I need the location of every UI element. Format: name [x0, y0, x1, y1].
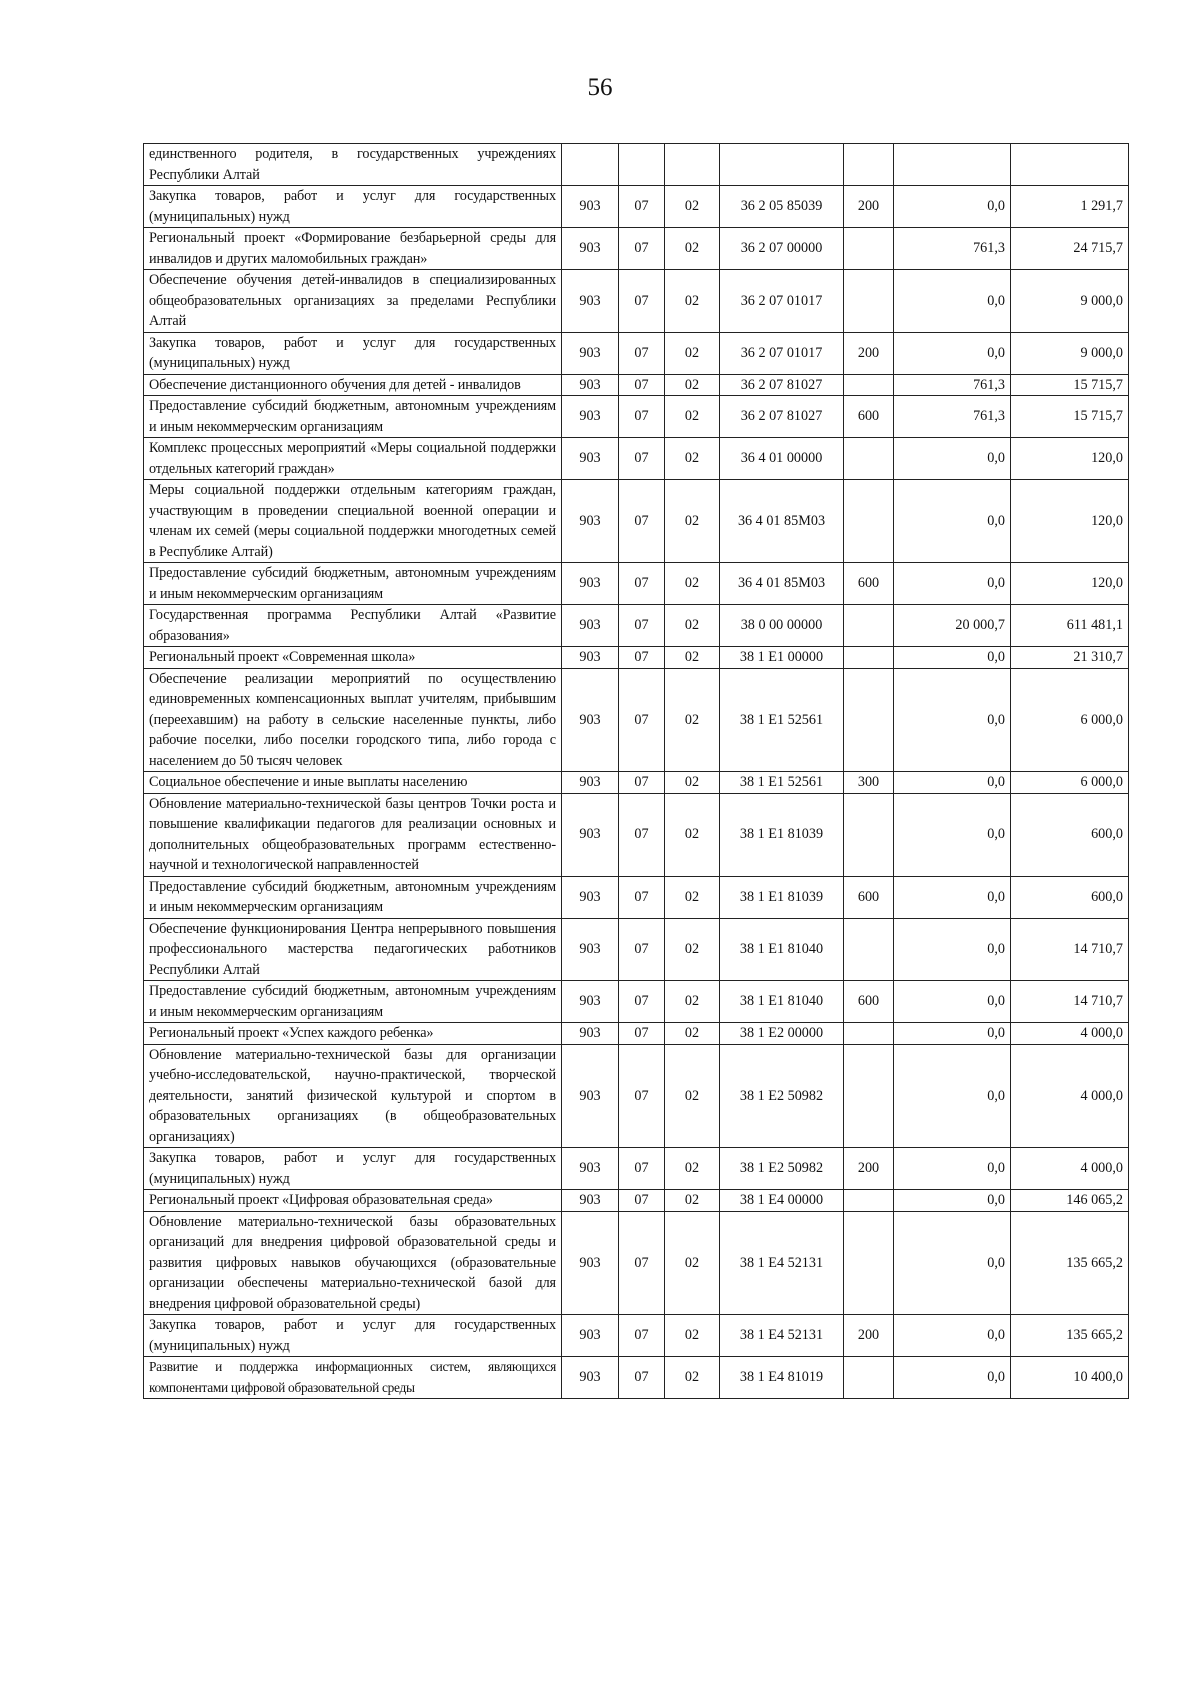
description-cell: Меры социальной поддержки отдельным категориям граждан, участвующим в проведении специальной военной операции и членам их семей (меры социальной поддержки многодетных семей в Республике Алтай): [144, 480, 562, 563]
description-cell: Развитие и поддержка информационных систем, являющихся компонентами цифровой образовательной среды: [144, 1357, 562, 1399]
subsection-code-cell: 02: [665, 876, 720, 918]
expense-type-cell: 300: [844, 772, 894, 794]
subsection-code-cell: 02: [665, 228, 720, 270]
subsection-code-cell: 02: [665, 981, 720, 1023]
amount-2-cell: 9 000,0: [1011, 270, 1129, 333]
description-cell: Обеспечение дистанционного обучения для детей - инвалидов: [144, 374, 562, 396]
amount-1-cell: 0,0: [894, 1190, 1011, 1212]
subsection-code-cell: 02: [665, 396, 720, 438]
amount-1-cell: [894, 144, 1011, 186]
amount-1-cell: 0,0: [894, 270, 1011, 333]
admin-code-cell: 903: [562, 1190, 619, 1212]
table-row: [144, 605, 1129, 647]
admin-code-cell: 903: [562, 186, 619, 228]
amount-2-cell: 146 065,2: [1011, 1190, 1129, 1212]
amount-2-cell: 4 000,0: [1011, 1023, 1129, 1045]
table-row: [144, 228, 1129, 270]
expense-type-cell: 200: [844, 1148, 894, 1190]
target-article-cell: 36 2 07 01017: [720, 270, 844, 333]
section-code-cell: 07: [619, 332, 665, 374]
amount-1-cell: 0,0: [894, 793, 1011, 876]
description-cell: Обеспечение функционирования Центра непрерывного повышения профессионального мастерства педагогических работников Республики Алтай: [144, 918, 562, 981]
table-row: [144, 374, 1129, 396]
admin-code-cell: 903: [562, 270, 619, 333]
description-cell: Обеспечение обучения детей-инвалидов в специализированных общеобразовательных организациях за пределами Республики Алтай: [144, 270, 562, 333]
amount-2-cell: 120,0: [1011, 480, 1129, 563]
amount-1-cell: 0,0: [894, 438, 1011, 480]
amount-1-cell: 0,0: [894, 981, 1011, 1023]
amount-1-cell: 0,0: [894, 563, 1011, 605]
table-row: [144, 876, 1129, 918]
amount-1-cell: 0,0: [894, 1211, 1011, 1315]
target-article-cell: 38 1 E2 00000: [720, 1023, 844, 1045]
target-article-cell: 38 1 E1 00000: [720, 647, 844, 669]
admin-code-cell: 903: [562, 793, 619, 876]
amount-2-cell: 6 000,0: [1011, 772, 1129, 794]
description-cell: Закупка товаров, работ и услуг для государственных (муниципальных) нужд: [144, 332, 562, 374]
description-cell: Обновление материально-технической базы для организации учебно-исследовательской, научно-практической, творческой деятельности, занятий физической культурой и спортом в образовательных организациях (в общеобразовательных организациях): [144, 1044, 562, 1148]
subsection-code-cell: 02: [665, 1148, 720, 1190]
target-article-cell: 38 1 E1 52561: [720, 772, 844, 794]
amount-1-cell: 0,0: [894, 1315, 1011, 1357]
amount-1-cell: 20 000,7: [894, 605, 1011, 647]
section-code-cell: 07: [619, 1148, 665, 1190]
subsection-code-cell: 02: [665, 438, 720, 480]
target-article-cell: [720, 144, 844, 186]
target-article-cell: 36 4 01 85М03: [720, 563, 844, 605]
admin-code-cell: 903: [562, 396, 619, 438]
amount-1-cell: 0,0: [894, 668, 1011, 772]
section-code-cell: 07: [619, 228, 665, 270]
amount-2-cell: 14 710,7: [1011, 981, 1129, 1023]
amount-2-cell: 1 291,7: [1011, 186, 1129, 228]
section-code-cell: 07: [619, 605, 665, 647]
target-article-cell: 36 4 01 85М03: [720, 480, 844, 563]
expense-type-cell: 600: [844, 876, 894, 918]
admin-code-cell: 903: [562, 374, 619, 396]
amount-2-cell: [1011, 144, 1129, 186]
subsection-code-cell: 02: [665, 480, 720, 563]
admin-code-cell: 903: [562, 480, 619, 563]
subsection-code-cell: 02: [665, 918, 720, 981]
expense-type-cell: [844, 1023, 894, 1045]
expense-type-cell: [844, 793, 894, 876]
target-article-cell: 38 1 E2 50982: [720, 1148, 844, 1190]
amount-2-cell: 611 481,1: [1011, 605, 1129, 647]
amount-2-cell: 15 715,7: [1011, 374, 1129, 396]
admin-code-cell: 903: [562, 981, 619, 1023]
expense-type-cell: [844, 918, 894, 981]
amount-1-cell: 0,0: [894, 186, 1011, 228]
description-cell: Закупка товаров, работ и услуг для государственных (муниципальных) нужд: [144, 1148, 562, 1190]
section-code-cell: 07: [619, 1315, 665, 1357]
amount-1-cell: 761,3: [894, 374, 1011, 396]
amount-1-cell: 0,0: [894, 876, 1011, 918]
target-article-cell: 38 1 E1 81040: [720, 981, 844, 1023]
amount-2-cell: 24 715,7: [1011, 228, 1129, 270]
expense-type-cell: 200: [844, 186, 894, 228]
table-row: [144, 918, 1129, 981]
table-row: [144, 270, 1129, 333]
budget-table: [143, 143, 1129, 1399]
expense-type-cell: 200: [844, 332, 894, 374]
section-code-cell: 07: [619, 1023, 665, 1045]
admin-code-cell: 903: [562, 1148, 619, 1190]
description-cell: единственного родителя, в государственных учреждениях Республики Алтай: [144, 144, 562, 186]
table-row: [144, 647, 1129, 669]
amount-2-cell: 15 715,7: [1011, 396, 1129, 438]
description-cell: Региональный проект «Формирование безбарьерной среды для инвалидов и других маломобильных граждан»: [144, 228, 562, 270]
target-article-cell: 36 2 07 00000: [720, 228, 844, 270]
expense-type-cell: [844, 374, 894, 396]
amount-1-cell: 0,0: [894, 1023, 1011, 1045]
table-row: [144, 186, 1129, 228]
table-row: [144, 772, 1129, 794]
description-cell: Государственная программа Республики Алтай «Развитие образования»: [144, 605, 562, 647]
expense-type-cell: 600: [844, 981, 894, 1023]
table-row: [144, 793, 1129, 876]
amount-1-cell: 0,0: [894, 332, 1011, 374]
expense-type-cell: 600: [844, 396, 894, 438]
subsection-code-cell: 02: [665, 270, 720, 333]
description-cell: Обновление материально-технической базы образовательных организаций для внедрения цифровой образовательной среды и развития цифровых навыков обучающихся (образовательные организации обеспечены материально-технической базой для внедрения цифровой образовательной среды): [144, 1211, 562, 1315]
table-row: [144, 1148, 1129, 1190]
amount-1-cell: 0,0: [894, 1044, 1011, 1148]
admin-code-cell: 903: [562, 438, 619, 480]
target-article-cell: 38 1 E4 00000: [720, 1190, 844, 1212]
subsection-code-cell: 02: [665, 647, 720, 669]
table-row: [144, 668, 1129, 772]
subsection-code-cell: 02: [665, 332, 720, 374]
target-article-cell: 38 1 E1 52561: [720, 668, 844, 772]
amount-2-cell: 4 000,0: [1011, 1044, 1129, 1148]
expense-type-cell: [844, 647, 894, 669]
expense-type-cell: [844, 1044, 894, 1148]
expense-type-cell: [844, 668, 894, 772]
subsection-code-cell: 02: [665, 374, 720, 396]
description-cell: Региональный проект «Современная школа»: [144, 647, 562, 669]
amount-2-cell: 135 665,2: [1011, 1211, 1129, 1315]
section-code-cell: 07: [619, 374, 665, 396]
target-article-cell: 38 1 E1 81040: [720, 918, 844, 981]
section-code-cell: 07: [619, 186, 665, 228]
budget-table-body: [144, 144, 1129, 1399]
amount-1-cell: 0,0: [894, 1357, 1011, 1399]
target-article-cell: 38 1 E4 52131: [720, 1315, 844, 1357]
expense-type-cell: 200: [844, 1315, 894, 1357]
table-row: [144, 981, 1129, 1023]
table-row: [144, 1315, 1129, 1357]
admin-code-cell: 903: [562, 1044, 619, 1148]
amount-1-cell: 0,0: [894, 480, 1011, 563]
description-cell: Предоставление субсидий бюджетным, автономным учреждениям и иным некоммерческим организациям: [144, 876, 562, 918]
subsection-code-cell: 02: [665, 1190, 720, 1212]
table-row: [144, 332, 1129, 374]
subsection-code-cell: 02: [665, 1023, 720, 1045]
section-code-cell: 07: [619, 772, 665, 794]
expense-type-cell: 600: [844, 563, 894, 605]
description-cell: Комплекс процессных мероприятий «Меры социальной поддержки отдельных категорий граждан»: [144, 438, 562, 480]
section-code-cell: 07: [619, 480, 665, 563]
admin-code-cell: 903: [562, 918, 619, 981]
table-row: [144, 1211, 1129, 1315]
description-cell: Предоставление субсидий бюджетным, автономным учреждениям и иным некоммерческим организациям: [144, 981, 562, 1023]
description-cell: Предоставление субсидий бюджетным, автономным учреждениям и иным некоммерческим организациям: [144, 563, 562, 605]
admin-code-cell: 903: [562, 668, 619, 772]
table-row: [144, 563, 1129, 605]
description-cell: Обеспечение реализации мероприятий по осуществлению единовременных компенсационных выплат учителям, прибывшим (переехавшим) на работу в сельские населенные пункты, либо рабочие поселки, либо поселки городского типа, либо города с населением до 50 тысяч человек: [144, 668, 562, 772]
amount-2-cell: 14 710,7: [1011, 918, 1129, 981]
target-article-cell: 36 2 07 81027: [720, 396, 844, 438]
admin-code-cell: [562, 144, 619, 186]
table-row: [144, 1357, 1129, 1399]
amount-1-cell: 0,0: [894, 918, 1011, 981]
expense-type-cell: [844, 1211, 894, 1315]
amount-2-cell: 600,0: [1011, 876, 1129, 918]
section-code-cell: 07: [619, 876, 665, 918]
admin-code-cell: 903: [562, 605, 619, 647]
section-code-cell: 07: [619, 270, 665, 333]
section-code-cell: 07: [619, 563, 665, 605]
amount-2-cell: 600,0: [1011, 793, 1129, 876]
description-cell: Обновление материально-технической базы центров Точки роста и повышение квалификации педагогов для реализации основных и дополнительных общеобразовательных программ естественно-научной и технологической направленностей: [144, 793, 562, 876]
subsection-code-cell: 02: [665, 186, 720, 228]
target-article-cell: 38 1 E4 52131: [720, 1211, 844, 1315]
subsection-code-cell: [665, 144, 720, 186]
subsection-code-cell: 02: [665, 563, 720, 605]
amount-2-cell: 6 000,0: [1011, 668, 1129, 772]
expense-type-cell: [844, 1357, 894, 1399]
section-code-cell: 07: [619, 647, 665, 669]
amount-1-cell: 0,0: [894, 1148, 1011, 1190]
subsection-code-cell: 02: [665, 1044, 720, 1148]
subsection-code-cell: 02: [665, 1211, 720, 1315]
admin-code-cell: 903: [562, 1357, 619, 1399]
admin-code-cell: 903: [562, 563, 619, 605]
amount-2-cell: 10 400,0: [1011, 1357, 1129, 1399]
amount-2-cell: 9 000,0: [1011, 332, 1129, 374]
target-article-cell: 38 1 E4 81019: [720, 1357, 844, 1399]
table-row: [144, 396, 1129, 438]
section-code-cell: 07: [619, 396, 665, 438]
section-code-cell: 07: [619, 668, 665, 772]
description-cell: Региональный проект «Цифровая образовательная среда»: [144, 1190, 562, 1212]
admin-code-cell: 903: [562, 1023, 619, 1045]
amount-1-cell: 0,0: [894, 772, 1011, 794]
admin-code-cell: 903: [562, 647, 619, 669]
target-article-cell: 36 2 07 01017: [720, 332, 844, 374]
section-code-cell: 07: [619, 981, 665, 1023]
amount-1-cell: 761,3: [894, 396, 1011, 438]
description-cell: Предоставление субсидий бюджетным, автономным учреждениям и иным некоммерческим организациям: [144, 396, 562, 438]
section-code-cell: 07: [619, 1044, 665, 1148]
page-number: 56: [587, 74, 613, 101]
amount-2-cell: 120,0: [1011, 438, 1129, 480]
section-code-cell: 07: [619, 918, 665, 981]
section-code-cell: 07: [619, 793, 665, 876]
target-article-cell: 36 2 07 81027: [720, 374, 844, 396]
subsection-code-cell: 02: [665, 1357, 720, 1399]
target-article-cell: 38 1 E1 81039: [720, 876, 844, 918]
amount-2-cell: 4 000,0: [1011, 1148, 1129, 1190]
description-cell: Социальное обеспечение и иные выплаты населению: [144, 772, 562, 794]
section-code-cell: 07: [619, 1357, 665, 1399]
admin-code-cell: 903: [562, 228, 619, 270]
target-article-cell: 38 1 E1 81039: [720, 793, 844, 876]
admin-code-cell: 903: [562, 772, 619, 794]
admin-code-cell: 903: [562, 1211, 619, 1315]
expense-type-cell: [844, 438, 894, 480]
subsection-code-cell: 02: [665, 772, 720, 794]
amount-2-cell: 21 310,7: [1011, 647, 1129, 669]
subsection-code-cell: 02: [665, 605, 720, 647]
expense-type-cell: [844, 480, 894, 563]
table-row: [144, 480, 1129, 563]
description-cell: Региональный проект «Успех каждого ребенка»: [144, 1023, 562, 1045]
expense-type-cell: [844, 605, 894, 647]
section-code-cell: 07: [619, 438, 665, 480]
subsection-code-cell: 02: [665, 793, 720, 876]
description-cell: Закупка товаров, работ и услуг для государственных (муниципальных) нужд: [144, 1315, 562, 1357]
amount-2-cell: 135 665,2: [1011, 1315, 1129, 1357]
section-code-cell: [619, 144, 665, 186]
admin-code-cell: 903: [562, 1315, 619, 1357]
amount-2-cell: 120,0: [1011, 563, 1129, 605]
section-code-cell: 07: [619, 1211, 665, 1315]
expense-type-cell: [844, 270, 894, 333]
table-row: [144, 1023, 1129, 1045]
amount-1-cell: 761,3: [894, 228, 1011, 270]
admin-code-cell: 903: [562, 876, 619, 918]
admin-code-cell: 903: [562, 332, 619, 374]
expense-type-cell: [844, 1190, 894, 1212]
expense-type-cell: [844, 228, 894, 270]
section-code-cell: 07: [619, 1190, 665, 1212]
table-row: [144, 144, 1129, 186]
amount-1-cell: 0,0: [894, 647, 1011, 669]
target-article-cell: 36 2 05 85039: [720, 186, 844, 228]
table-row: [144, 1190, 1129, 1212]
subsection-code-cell: 02: [665, 668, 720, 772]
target-article-cell: 36 4 01 00000: [720, 438, 844, 480]
description-cell: Закупка товаров, работ и услуг для государственных (муниципальных) нужд: [144, 186, 562, 228]
table-row: [144, 438, 1129, 480]
table-row: [144, 1044, 1129, 1148]
target-article-cell: 38 1 E2 50982: [720, 1044, 844, 1148]
target-article-cell: 38 0 00 00000: [720, 605, 844, 647]
expense-type-cell: [844, 144, 894, 186]
subsection-code-cell: 02: [665, 1315, 720, 1357]
